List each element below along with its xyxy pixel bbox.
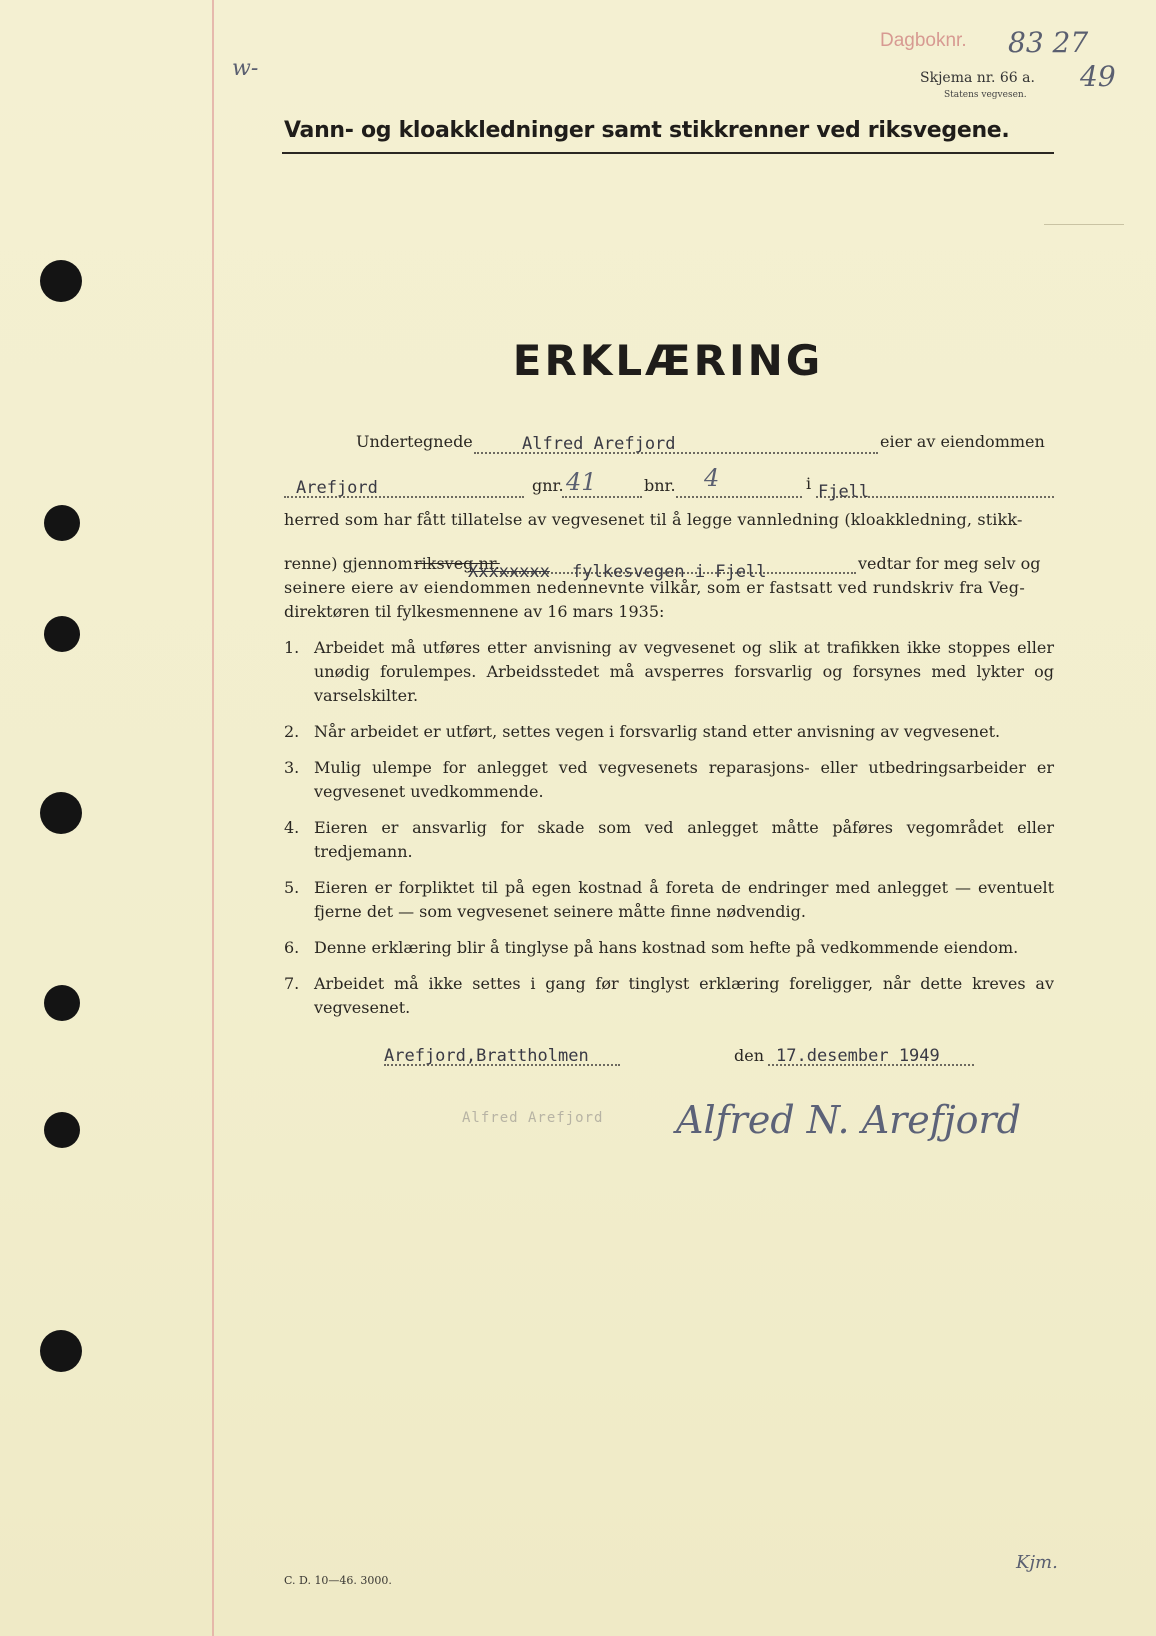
condition-text: Denne erklæring blir å tinglyse på hans kostnad som hefte på vedkommende eiendom. xyxy=(314,938,1019,957)
condition-number: 1. xyxy=(284,638,300,657)
vilkar-text: seinere eiere av eiendommen nedennevnte vilkår, som er fastsatt ved rundskriv fra Veg- xyxy=(284,578,1026,597)
undertegnede-label: Undertegnede xyxy=(356,432,473,451)
den-label: den xyxy=(734,1046,765,1065)
signature-typed: Alfred Arefjord xyxy=(462,1110,604,1126)
veg-value: fylkesvegen i Fjell xyxy=(572,562,767,582)
dagbok-year: 49 xyxy=(1080,60,1116,93)
form-number: Skjema nr. 66 a. xyxy=(920,70,1035,86)
gnr-label: gnr. xyxy=(532,476,564,495)
form-issuer: Statens vegvesen. xyxy=(944,90,1027,100)
signature-handwritten: Alfred N. Arefjord xyxy=(676,1098,1022,1142)
dagbok-label: Dagboknr. xyxy=(880,30,967,51)
condition-text: Når arbeidet er utført, settes vegen i forsvarlig stand etter anvisning av vegvesenet. xyxy=(314,722,1001,741)
condition-number: 6. xyxy=(284,938,300,957)
date-value: 17.desember 1949 xyxy=(776,1046,940,1066)
vedtar-text: vedtar for meg selv og xyxy=(858,554,1041,573)
punch-hole-7 xyxy=(40,1330,82,1372)
form-heading: Vann- og kloakkledninger samt stikkrenner ved riksvegene. xyxy=(284,118,1010,143)
punch-hole-1 xyxy=(40,260,82,302)
initials: Kjm. xyxy=(1016,1552,1058,1573)
punch-hole-2 xyxy=(44,505,80,541)
condition-number: 4. xyxy=(284,818,300,837)
bnr-value: 4 xyxy=(704,464,720,492)
condition-number: 7. xyxy=(284,974,300,993)
condition-number: 2. xyxy=(284,722,300,741)
renne-text: renne) gjennom xyxy=(284,554,413,573)
condition-item xyxy=(284,756,1054,804)
punch-hole-3 xyxy=(44,616,80,652)
condition-item xyxy=(284,636,1054,708)
condition-item xyxy=(284,972,1054,1020)
gnr-value: 41 xyxy=(566,468,597,496)
condition-text: Eieren er ansvarlig for skade som ved anlegget måtte påføres vegområdet eller tredjemann. xyxy=(314,818,1054,861)
gnr-dots xyxy=(562,496,642,498)
faint-rule xyxy=(1044,224,1124,225)
bnr-dots xyxy=(676,496,802,498)
condition-number: 5. xyxy=(284,878,300,897)
condition-item xyxy=(284,816,1054,864)
place-value: Arefjord,Brattholmen xyxy=(384,1046,589,1066)
bnr-label: bnr. xyxy=(644,476,676,495)
heading-underline xyxy=(282,152,1054,154)
condition-item xyxy=(284,720,1054,744)
condition-text: Mulig ulempe for anlegget ved vegvesenets reparasjons- eller utbedringsarbeider er vegvesenet uvedkommende. xyxy=(314,758,1054,801)
dagbok-number: 83 27 xyxy=(1008,26,1089,59)
margin-line xyxy=(212,0,214,1636)
condition-text: Eieren er forpliktet til på egen kostnad å foreta de endringer med anlegget — eventuelt fjerne det — som vegvesenet seinere måtte finne nødvendig. xyxy=(314,878,1054,921)
herred-value: Fjell xyxy=(818,482,870,502)
undertegnede-value: Alfred Arefjord xyxy=(522,434,676,454)
conditions-list xyxy=(284,636,1054,1032)
punch-hole-4 xyxy=(40,792,82,834)
condition-item xyxy=(284,876,1054,924)
punch-hole-5 xyxy=(44,985,80,1021)
page-title: ERKLÆRING xyxy=(512,336,824,385)
punch-hole-6 xyxy=(44,1112,80,1148)
riksveg-struck: riksveg nr. xyxy=(414,554,500,573)
i-label: i xyxy=(806,474,812,493)
herred-text: herred som har fått tillatelse av vegvesenet til å legge vannledning (kloakkledning, stikk- xyxy=(284,510,1023,529)
xxx-struck: Xxxxxxxx xyxy=(468,562,550,582)
condition-text: Arbeidet må ikke settes i gang før tinglyst erklæring foreligger, når dette kreves av vegvesenet. xyxy=(314,974,1054,1017)
eiendom-value: Arefjord xyxy=(296,478,378,498)
direktoren-text: direktøren til fylkesmennene av 16 mars 1935: xyxy=(284,602,665,621)
condition-number: 3. xyxy=(284,758,300,777)
footer-code: C. D. 10—46. 3000. xyxy=(284,1574,392,1587)
eier-label: eier av eiendommen xyxy=(880,432,1045,451)
corner-mark: w- xyxy=(232,56,259,81)
condition-text: Arbeidet må utføres etter anvisning av vegvesenet og slik at trafikken ikke stoppes eller unødig forulempes. Arbeidsstedet må avsperres forsvarlig og forsynes med lykter og varselskilter. xyxy=(314,638,1054,705)
condition-item xyxy=(284,936,1054,960)
